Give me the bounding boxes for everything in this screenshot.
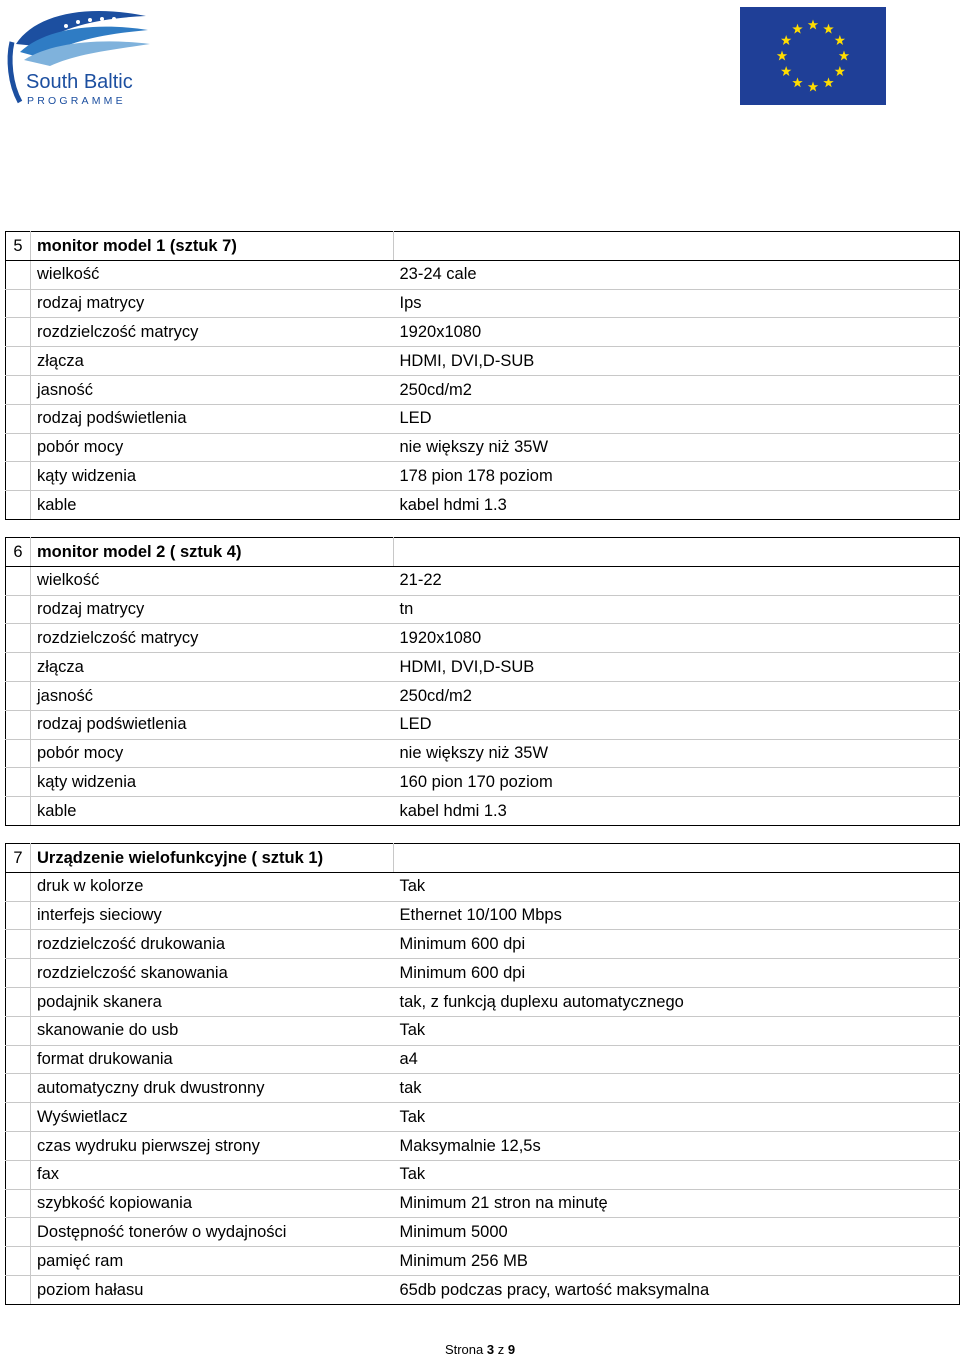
spec-value: Ips (394, 289, 960, 318)
spec-row (6, 930, 960, 959)
spec-row (6, 710, 960, 739)
spec-value: 1920x1080 (394, 624, 960, 653)
logo-subtitle: PROGRAMME (27, 95, 126, 107)
spec-row (6, 566, 960, 595)
spec-row-number-cell (6, 289, 31, 318)
spec-row (6, 491, 960, 520)
spec-label: pamięć ram (31, 1247, 394, 1276)
spec-value: Tak (394, 872, 960, 901)
spec-value: Minimum 600 dpi (394, 930, 960, 959)
spec-value: Minimum 256 MB (394, 1247, 960, 1276)
spec-label: wielkość (31, 260, 394, 289)
spec-label: skanowanie do usb (31, 1016, 394, 1045)
section-title: monitor model 1 (sztuk 7) (31, 232, 394, 261)
spec-value: Minimum 5000 (394, 1218, 960, 1247)
spec-row (6, 1189, 960, 1218)
spec-row-number-cell (6, 318, 31, 347)
spec-value: HDMI, DVI,D-SUB (394, 653, 960, 682)
section-header-value-cell (394, 232, 960, 261)
spec-row-number-cell (6, 1247, 31, 1276)
spec-value: 250cd/m2 (394, 681, 960, 710)
spec-row-number-cell (6, 491, 31, 520)
spec-row (6, 901, 960, 930)
spec-row (6, 433, 960, 462)
spec-row (6, 289, 960, 318)
spec-value: Tak (394, 1160, 960, 1189)
section-number: 6 (6, 538, 31, 567)
spec-value: nie większy niż 35W (394, 433, 960, 462)
spec-row-number-cell (6, 1189, 31, 1218)
spec-row-number-cell (6, 959, 31, 988)
spec-value: Ethernet 10/100 Mbps (394, 901, 960, 930)
spec-row-number-cell (6, 433, 31, 462)
spec-label: szybkość kopiowania (31, 1189, 394, 1218)
spec-value: 250cd/m2 (394, 375, 960, 404)
spec-table-section-7 (5, 843, 960, 1305)
logo-title: South Baltic (26, 71, 133, 93)
spec-value: tak (394, 1074, 960, 1103)
spec-label: rozdzielczość skanowania (31, 959, 394, 988)
section-title: monitor model 2 ( sztuk 4) (31, 538, 394, 567)
spec-value: nie większy niż 35W (394, 739, 960, 768)
spec-row (6, 739, 960, 768)
spec-label: rodzaj podświetlenia (31, 710, 394, 739)
spec-label: druk w kolorze (31, 872, 394, 901)
section-number: 7 (6, 844, 31, 873)
spec-row-number-cell (6, 1131, 31, 1160)
spec-row-number-cell (6, 260, 31, 289)
spec-label: pobór mocy (31, 433, 394, 462)
spec-row (6, 1247, 960, 1276)
spec-row (6, 872, 960, 901)
south-baltic-logo (6, 4, 156, 108)
spec-row (6, 404, 960, 433)
spec-row-number-cell (6, 1045, 31, 1074)
spec-label: pobór mocy (31, 739, 394, 768)
spec-row-number-cell (6, 462, 31, 491)
spec-row (6, 1160, 960, 1189)
eu-flag-logo (740, 7, 886, 105)
spec-label: poziom hałasu (31, 1275, 394, 1304)
spec-label: kable (31, 797, 394, 826)
spec-row-number-cell (6, 653, 31, 682)
spec-label: rozdzielczość matrycy (31, 624, 394, 653)
spec-label: rozdzielczość drukowania (31, 930, 394, 959)
spec-row (6, 595, 960, 624)
spec-row (6, 681, 960, 710)
spec-row-number-cell (6, 404, 31, 433)
spec-row (6, 959, 960, 988)
spec-value: Tak (394, 1016, 960, 1045)
spec-row (6, 797, 960, 826)
spec-label: rozdzielczość matrycy (31, 318, 394, 347)
spec-row-number-cell (6, 739, 31, 768)
spec-label: złącza (31, 347, 394, 376)
spec-value: tn (394, 595, 960, 624)
spec-value: 65db podczas pracy, wartość maksymalna (394, 1275, 960, 1304)
spec-table-section-5 (5, 231, 960, 520)
spec-label: format drukowania (31, 1045, 394, 1074)
spec-label: rodzaj matrycy (31, 595, 394, 624)
spec-label: jasność (31, 681, 394, 710)
spec-row-number-cell (6, 768, 31, 797)
spec-label: złącza (31, 653, 394, 682)
spec-value: Minimum 21 stron na minutę (394, 1189, 960, 1218)
spec-value: 160 pion 170 poziom (394, 768, 960, 797)
spec-row-number-cell (6, 1016, 31, 1045)
spec-value: LED (394, 404, 960, 433)
spec-value: 1920x1080 (394, 318, 960, 347)
spec-row-number-cell (6, 1074, 31, 1103)
spec-value: a4 (394, 1045, 960, 1074)
spec-label: rodzaj matrycy (31, 289, 394, 318)
spec-row (6, 1074, 960, 1103)
spec-table-section-6 (5, 537, 960, 826)
spec-row (6, 347, 960, 376)
spec-row (6, 1045, 960, 1074)
spec-label: fax (31, 1160, 394, 1189)
spec-label: podajnik skanera (31, 987, 394, 1016)
spec-row-number-cell (6, 1218, 31, 1247)
section-header-value-cell (394, 538, 960, 567)
spec-label: kable (31, 491, 394, 520)
spec-label: rodzaj podświetlenia (31, 404, 394, 433)
spec-row-number-cell (6, 566, 31, 595)
spec-row (6, 1131, 960, 1160)
spec-label: automatyczny druk dwustronny (31, 1074, 394, 1103)
section-header-value-cell (394, 844, 960, 873)
spec-row (6, 653, 960, 682)
spec-row-number-cell (6, 347, 31, 376)
spec-row-number-cell (6, 930, 31, 959)
spec-row (6, 1016, 960, 1045)
spec-row (6, 375, 960, 404)
spec-label: kąty widzenia (31, 462, 394, 491)
spec-row-number-cell (6, 681, 31, 710)
section-header-row (6, 538, 960, 567)
spec-label: wielkość (31, 566, 394, 595)
spec-row (6, 1275, 960, 1304)
spec-row (6, 624, 960, 653)
spec-row-number-cell (6, 624, 31, 653)
spec-label: kąty widzenia (31, 768, 394, 797)
spec-row (6, 768, 960, 797)
spec-label: czas wydruku pierwszej strony (31, 1131, 394, 1160)
spec-row-number-cell (6, 797, 31, 826)
total-pages-number: 9 (507, 1342, 516, 1357)
spec-row-number-cell (6, 1103, 31, 1132)
spec-row-number-cell (6, 1275, 31, 1304)
spec-value: kabel hdmi 1.3 (394, 797, 960, 826)
spec-row (6, 260, 960, 289)
spec-value: kabel hdmi 1.3 (394, 491, 960, 520)
section-header-row (6, 844, 960, 873)
spec-row-number-cell (6, 595, 31, 624)
spec-row (6, 318, 960, 347)
spec-value: 21-22 (394, 566, 960, 595)
spec-value: Tak (394, 1103, 960, 1132)
spec-label: jasność (31, 375, 394, 404)
section-number: 5 (6, 232, 31, 261)
spec-value: tak, z funkcją duplexu automatycznego (394, 987, 960, 1016)
spec-value: Maksymalnie 12,5s (394, 1131, 960, 1160)
spec-value: 178 pion 178 poziom (394, 462, 960, 491)
spec-row-number-cell (6, 987, 31, 1016)
spec-value: LED (394, 710, 960, 739)
section-title: Urządzenie wielofunkcyjne ( sztuk 1) (31, 844, 394, 873)
spec-row (6, 1103, 960, 1132)
current-page-number: 3 (486, 1342, 495, 1357)
page-footer: Strona 3 z 9 (444, 1342, 516, 1357)
spec-value: HDMI, DVI,D-SUB (394, 347, 960, 376)
spec-label: interfejs sieciowy (31, 901, 394, 930)
spec-row-number-cell (6, 901, 31, 930)
spec-row-number-cell (6, 375, 31, 404)
spec-value: 23-24 cale (394, 260, 960, 289)
spec-row (6, 1218, 960, 1247)
spec-value: Minimum 600 dpi (394, 959, 960, 988)
spec-row (6, 462, 960, 491)
spec-row-number-cell (6, 710, 31, 739)
spec-label: Wyświetlacz (31, 1103, 394, 1132)
spec-row-number-cell (6, 872, 31, 901)
spec-row-number-cell (6, 1160, 31, 1189)
spec-label: Dostępność tonerów o wydajności (31, 1218, 394, 1247)
section-header-row (6, 232, 960, 261)
spec-row (6, 987, 960, 1016)
